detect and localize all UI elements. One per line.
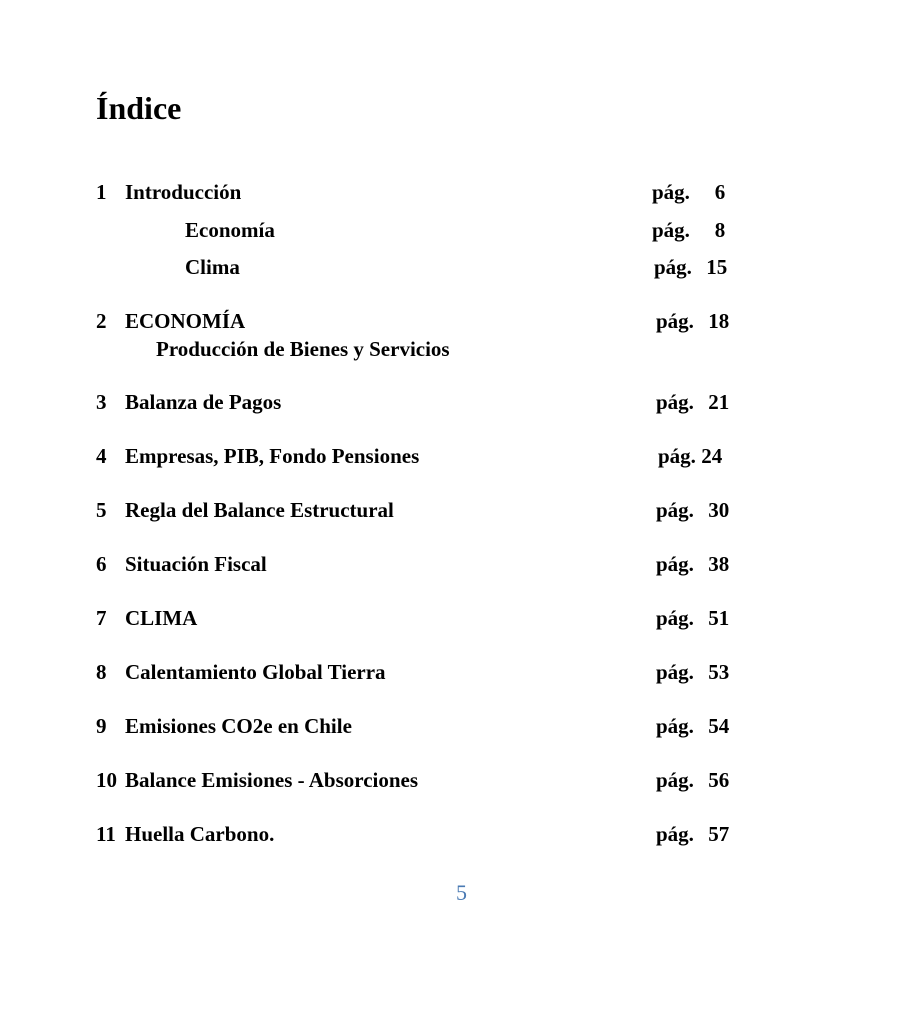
toc-page-number: 56: [708, 768, 730, 792]
toc-entry-page-ref: [652, 220, 725, 241]
page-title: Índice: [96, 90, 182, 126]
toc-page-prefix: pág.: [656, 309, 694, 333]
toc-entry-clima[interactable]: [0, 608, 923, 638]
toc-entry-balance-emisiones[interactable]: [0, 770, 923, 800]
toc-entry-label: Calentamiento Global Tierra: [125, 660, 386, 684]
toc-entry-number: 1: [96, 180, 107, 204]
toc-entry-page-ref: [652, 182, 725, 203]
toc-entry-label: Huella Carbono.: [125, 822, 275, 846]
toc-page-number: 51: [708, 606, 730, 630]
toc-entry-empresas[interactable]: [0, 446, 923, 476]
toc-entry-number: 5: [96, 498, 107, 522]
toc-entry-calentamiento-global[interactable]: [0, 662, 923, 692]
toc-entry-number: 2: [96, 309, 107, 333]
toc-entry-label: Economía: [185, 218, 275, 242]
toc-entry-number: 6: [96, 552, 107, 576]
toc-page-prefix: pág.: [654, 255, 692, 279]
toc-page-prefix: pág.: [656, 552, 694, 576]
toc-entry-number: 11: [96, 822, 116, 846]
toc-page-number: 24: [701, 444, 723, 468]
toc-entry-page-ref: [658, 446, 722, 467]
toc-entry-number: 10: [96, 768, 117, 792]
toc-page-prefix: pág.: [656, 822, 694, 846]
toc-entry-label: Balanza de Pagos: [125, 390, 282, 414]
toc-page-prefix: pág.: [658, 444, 696, 468]
toc-page-number: 57: [708, 822, 730, 846]
toc-entry-number: 9: [96, 714, 107, 738]
toc-entry-huella-carbono[interactable]: [0, 824, 923, 854]
footer-page-number: 5: [456, 880, 467, 905]
toc-page-prefix: pág.: [656, 714, 694, 738]
toc-page-number: 38: [708, 552, 730, 576]
toc-page-prefix: pág.: [656, 660, 694, 684]
toc-entry-number: 4: [96, 444, 107, 468]
toc-page-prefix: pág.: [656, 606, 694, 630]
toc-entry-economia-sub[interactable]: [0, 220, 923, 250]
toc-page-prefix: pág.: [652, 180, 690, 204]
toc-entry-situacion-fiscal[interactable]: [0, 554, 923, 584]
toc-entry-introduccion[interactable]: [0, 182, 923, 212]
toc-entry-label: Balance Emisiones - Absorciones: [125, 768, 419, 792]
toc-page-prefix: pág.: [652, 218, 690, 242]
toc-entry-economia[interactable]: [0, 311, 923, 371]
toc-entry-number: 7: [96, 606, 107, 630]
toc-page-number: 15: [706, 255, 728, 279]
toc-page-number: 30: [708, 498, 730, 522]
toc-page-number: 8: [714, 218, 726, 242]
toc-entry-emisiones-chile[interactable]: [0, 716, 923, 746]
toc-entry-label: Regla del Balance Estructural: [125, 498, 394, 522]
toc-entry-label: Situación Fiscal: [125, 552, 267, 576]
toc-entry-label: CLIMA: [125, 606, 198, 630]
toc-page-number: 53: [708, 660, 730, 684]
toc-page-prefix: pág.: [656, 390, 694, 414]
toc-entry-clima-sub[interactable]: [0, 257, 923, 287]
toc-entry-label: Emisiones CO2e en Chile: [125, 714, 352, 738]
toc-entry-regla-balance[interactable]: [0, 500, 923, 530]
toc-page-number: 6: [714, 180, 726, 204]
toc-entry-label: ECONOMÍA: [125, 309, 246, 333]
toc-entry-page-ref: [654, 257, 727, 278]
toc-entry-balanza-de-pagos[interactable]: [0, 392, 923, 422]
toc-entry-page-ref: [656, 392, 729, 413]
toc-entry-page-ref: [656, 500, 729, 521]
toc-entry-label: Clima: [185, 255, 240, 279]
toc-page-prefix: pág.: [656, 498, 694, 522]
toc-entry-page-ref: [656, 311, 729, 332]
toc-entry-page-ref: [656, 554, 729, 575]
toc-page-number: 18: [708, 309, 730, 333]
toc-entry-number: 8: [96, 660, 107, 684]
toc-entry-page-ref: [656, 770, 729, 791]
toc-entry-page-ref: [656, 608, 729, 629]
toc-entry-label: Introducción: [125, 180, 242, 204]
toc-entry-sublabel: Producción de Bienes y Servicios: [156, 337, 450, 361]
toc-entry-label: Empresas, PIB, Fondo Pensiones: [125, 444, 420, 468]
toc-page-number: 21: [708, 390, 730, 414]
toc-entry-page-ref: [656, 662, 729, 683]
toc-entry-number: 3: [96, 390, 107, 414]
toc-page-number: 54: [708, 714, 730, 738]
toc-page-prefix: pág.: [656, 768, 694, 792]
toc-entry-page-ref: [656, 716, 729, 737]
toc-entry-page-ref: [656, 824, 729, 845]
